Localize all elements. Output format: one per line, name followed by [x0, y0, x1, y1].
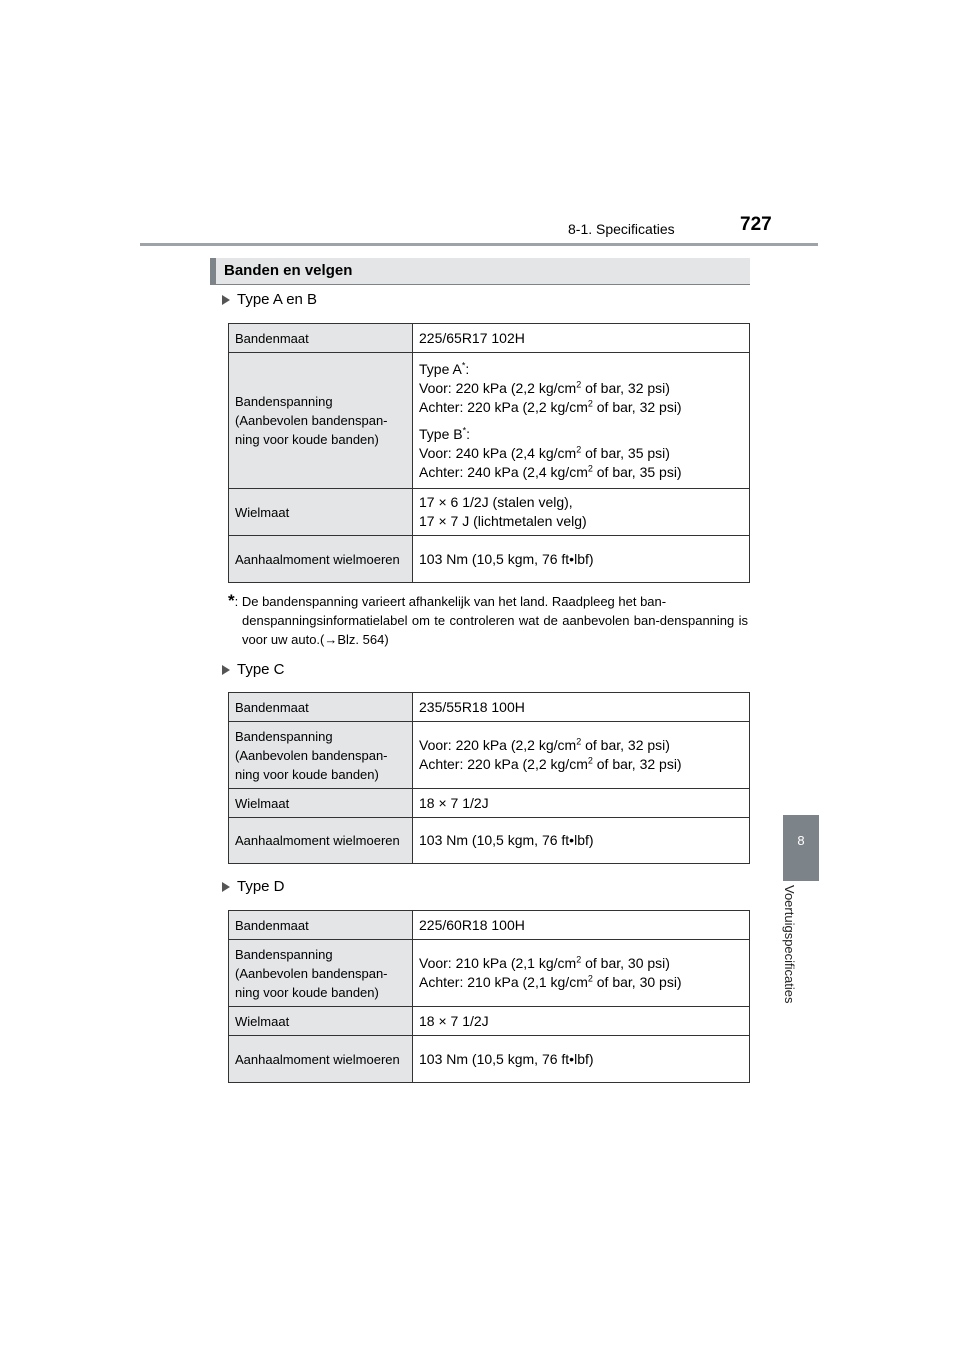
type-c-table	[228, 692, 750, 864]
section-title-bar	[210, 258, 216, 284]
wheel-label: Wielmaat	[229, 489, 413, 536]
type-d-table	[228, 910, 750, 1083]
page-number: 727	[740, 214, 772, 235]
chapter-title: Voertuigspecificaties	[782, 885, 797, 1004]
pressure-label: Bandenspanning (Aanbevolen bandenspan-ning voor koude banden)	[229, 722, 413, 789]
table-row	[229, 693, 750, 722]
torque-value: 103 Nm (10,5 kgm, 76 ft•lbf)	[413, 818, 750, 864]
torque-value: 103 Nm (10,5 kgm, 76 ft•lbf)	[413, 1036, 750, 1083]
header-divider	[140, 243, 818, 246]
arrow-icon	[222, 665, 230, 675]
type-c-heading: Type C	[222, 661, 285, 678]
table-row	[229, 489, 750, 536]
arrow-icon	[222, 295, 230, 305]
pressure-label: Bandenspanning (Aanbevolen bandenspan-ning voor koude banden)	[229, 940, 413, 1007]
section-title-text: Banden en velgen	[224, 262, 353, 279]
table-row	[229, 789, 750, 818]
table-row	[229, 1007, 750, 1036]
footnote: *: De bandenspanning varieert afhankelijk van het land. Raadpleeg het ban- denspanningsinformatielabel om te controleren wat de aanbevolen ban-denspanning is voor uw auto.(→Blz. 564)	[228, 591, 748, 647]
table-row	[229, 1036, 750, 1083]
type-d-heading: Type D	[222, 878, 285, 895]
table-row	[229, 818, 750, 864]
type-ab-heading: Type A en B	[222, 291, 317, 308]
table-row	[229, 324, 750, 353]
wheel-value: 18 × 7 1/2J	[413, 1007, 750, 1036]
table-row	[229, 353, 750, 489]
pressure-value: Voor: 220 kPa (2,2 $kg/cm^2$ of bar, 32 psi) Achter: 220 kPa (2,2 $kg/cm^2$ of bar, 32 psi)	[413, 722, 750, 789]
wheel-value: 17 × 6 1/2J (stalen velg), 17 × 7 J (lichtmetalen velg)	[413, 489, 750, 536]
torque-label: Aanhaalmoment wielmoeren	[229, 1036, 413, 1083]
table-row	[229, 940, 750, 1007]
tire-size-label: Bandenmaat	[229, 911, 413, 940]
type-ab-table	[228, 323, 750, 583]
pressure-label: Bandenspanning (Aanbevolen bandenspan-ning voor koude banden)	[229, 353, 413, 489]
table-row	[229, 911, 750, 940]
torque-label: Aanhaalmoment wielmoeren	[229, 536, 413, 583]
wheel-label: Wielmaat	[229, 789, 413, 818]
wheel-label: Wielmaat	[229, 1007, 413, 1036]
tire-size-label: Bandenmaat	[229, 693, 413, 722]
pressure-value: Type A*: Voor: 220 kPa (2,2 $kg/cm^2$ of bar, 32 psi) Achter: 220 kPa (2,2 $kg/cm^2$ of bar, 32 psi) Type B*: Voor: 240 kPa (2,4 $kg/cm^2$ of bar, 35 psi) Achter: 240 kPa (2,4 $kg/cm^2$ of bar, 35 psi)	[413, 353, 750, 489]
chapter-tab: 8	[783, 815, 819, 881]
tire-size-value: 225/60R18 100H	[413, 911, 750, 940]
arrow-icon	[222, 882, 230, 892]
tire-size-value: 225/65R17 102H	[413, 324, 750, 353]
torque-label: Aanhaalmoment wielmoeren	[229, 818, 413, 864]
section-header: 8-1. Specificaties	[568, 221, 675, 237]
tire-size-label: Bandenmaat	[229, 324, 413, 353]
pressure-value: Voor: 210 kPa (2,1 $kg/cm^2$ of bar, 30 psi) Achter: 210 kPa (2,1 $kg/cm^2$ of bar, 30 psi)	[413, 940, 750, 1007]
table-row	[229, 536, 750, 583]
torque-value: 103 Nm (10,5 kgm, 76 ft•lbf)	[413, 536, 750, 583]
wheel-value: 18 × 7 1/2J	[413, 789, 750, 818]
table-row	[229, 722, 750, 789]
section-title	[210, 258, 750, 285]
tire-size-value: 235/55R18 100H	[413, 693, 750, 722]
